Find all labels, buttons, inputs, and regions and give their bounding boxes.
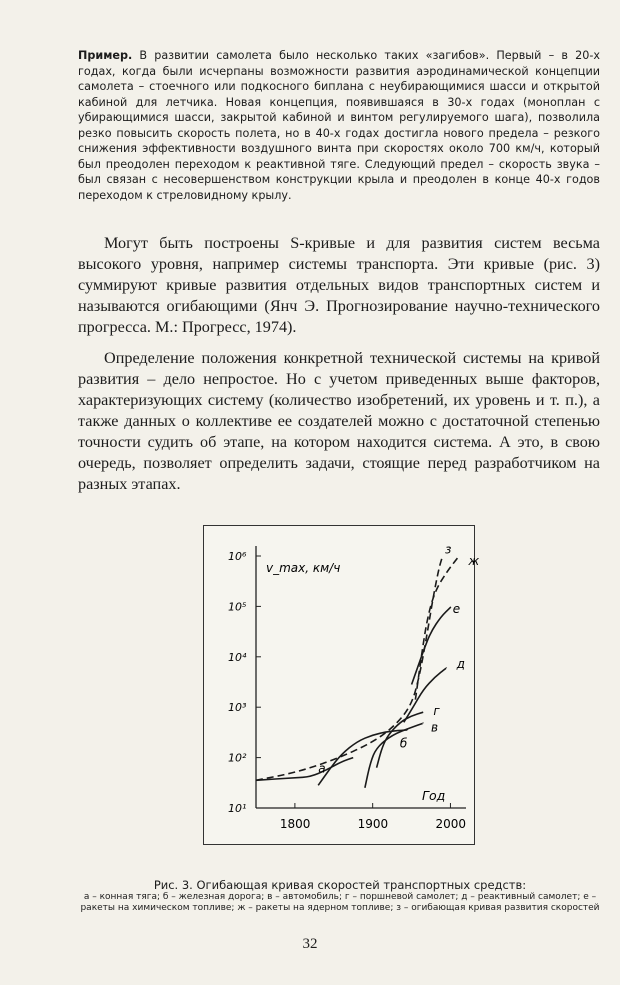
x-tick-label: 2000 — [435, 817, 466, 831]
curve-label: д — [456, 656, 465, 671]
y-tick-label: 10⁶ — [228, 550, 247, 563]
y-tick-label: 10⁴ — [228, 650, 247, 664]
y-axis-label: v_max, км/ч — [266, 561, 341, 575]
caption-title: Рис. 3. Огибающая кривая скоростей транспортных средств: — [153, 878, 527, 892]
speed-chart — [204, 526, 480, 846]
curve-1 — [318, 730, 408, 785]
curve-label: а — [318, 761, 326, 776]
curve-label: ж — [468, 554, 480, 569]
curve-label: в — [431, 720, 439, 735]
example-paragraph — [78, 48, 600, 203]
curve-label: б — [399, 736, 408, 751]
curve-6 — [415, 557, 461, 700]
curve-7 — [256, 556, 443, 780]
curve-label: з — [445, 542, 452, 557]
example-lead: Пример. — [78, 49, 133, 62]
curve-label: г — [433, 703, 440, 718]
curve-label: е — [452, 601, 461, 616]
x-tick-label: 1800 — [279, 817, 311, 831]
x-tick-label: 1900 — [357, 817, 389, 831]
caption-legend: а – конная тяга; б – железная дорога; в – автомобиль; г – поршневой самолет; д – реактивный самолет; е – ракеты на химическом топливе; ж – ракеты на ядерном топливе; з – огибающая кривая развития скоростей — [80, 892, 600, 913]
curve-5 — [412, 607, 451, 684]
curve-2 — [365, 723, 423, 788]
example-text: В развитии самолета было несколько таких «загибов». Первый – в 20-х годах, когда были исчерпаны возможности развития аэродинамической концепции самолета – стоечного или подкосного биплана с неубирающимися шасси и открытой кабиной для летчика. Новая концепция, появившаяся в 30-х годах (моноплан с убирающимися шасси, закрытой кабиной и винтом регулируемого шага), позволила резко повысить скорость полета, но в 40-х годах достигла нового предела – резкого снижения эффективности воздушного винта при скоростях около 700 км/ч, который был преодолен переходом к реактивной тяге. Следующий предел – скорость звука – был связан с несовершенством конструкции крыла и преодолен в конце 40-х годов переходом к стреловидному крылу. — [78, 49, 600, 202]
y-tick-label: 10¹ — [228, 802, 247, 815]
y-tick-label: 10⁵ — [228, 600, 247, 614]
x-axis-label: Год — [422, 788, 446, 803]
body-paragraph-1: Могут быть построены S-кривые и для развития систем весьма высокого уровня, например системы транспорта. Эти кривые (рис. 3) суммируют кривые развития отдельных видов транспортных систем и называются огибающими (Янч Э. Прогнозирование научно-технического прогресса. М.: Прогресс, 1974). — [78, 234, 600, 336]
body-paragraph-2: Определение положения конкретной технической системы на кривой развития – дело непростое. Но с учетом приведенных выше факторов, характеризующих систему (количество изобретений, их уровень и т. п.), а также данных о коллективе ее создателей можно с достаточной степенью точности судить об этапе, на котором находится система. А это, в свою очередь, позволяет определить задачи, стоящие перед разработчиком на разных этапах. — [78, 349, 600, 493]
curve-4 — [404, 668, 447, 722]
figure-speed-chart — [203, 525, 480, 845]
figure-caption — [76, 878, 604, 914]
y-tick-label: 10² — [228, 751, 247, 765]
page-number: 32 — [302, 936, 318, 952]
y-tick-label: 10³ — [228, 701, 247, 715]
